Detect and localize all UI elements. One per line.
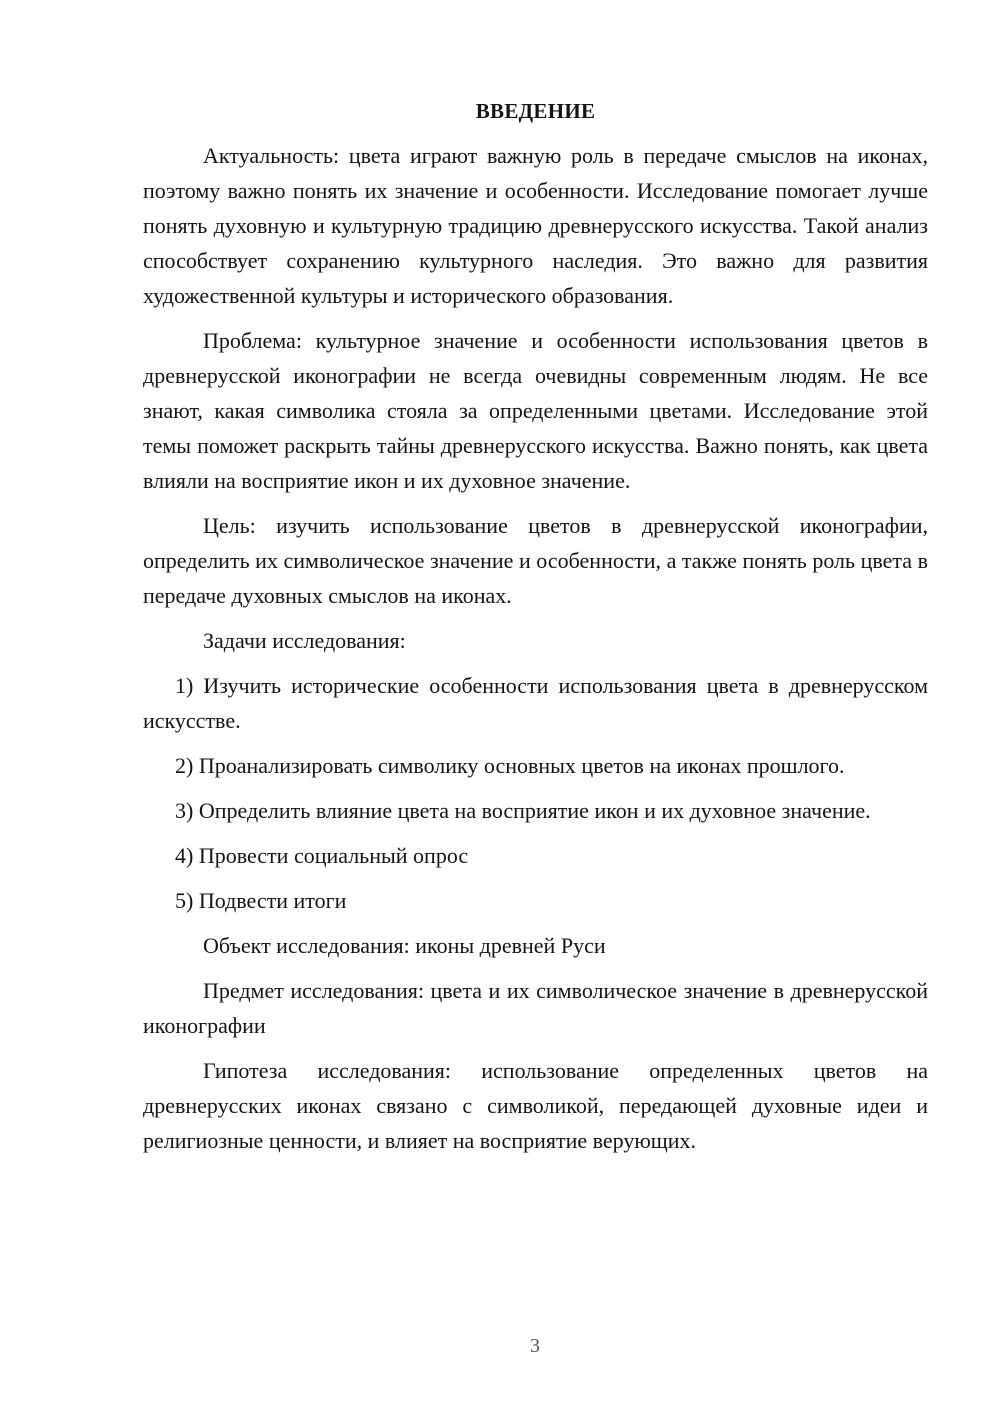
task-item-3: 3) Определить влияние цвета на восприятие икон и их духовное значение.	[175, 798, 871, 823]
document-body	[143, 96, 928, 1168]
task-item-5: 5) Подвести итоги	[175, 888, 347, 913]
tasks-heading: Задачи исследования:	[203, 628, 406, 653]
task-item-4: 4) Провести социальный опрос	[175, 843, 469, 868]
task-item-1: 1) Изучить исторические особенности использования цвета в древнерусском искусстве.	[143, 673, 928, 733]
subject-paragraph: Предмет исследования: цвета и их символическое значение в древнерусской иконографии	[143, 978, 928, 1038]
problem-paragraph: Проблема: культурное значение и особенности использования цветов в древнерусской иконографии не всегда очевидны современным людям. Не все знают, какая символика стояла за определенными цветами. Исследование этой темы поможет раскрыть тайны древнерусского искусства. Важно понять, как цвета влияли на восприятие икон и их духовное значение.	[143, 328, 928, 493]
relevance-paragraph: Актуальность: цвета играют важную роль в передаче смыслов на иконах, поэтому важно понять их значение и особенности. Исследование помогает лучше понять духовную и культурную традицию древнерусского искусства. Такой анализ способствует сохранению культурного наследия. Это важно для развития художественной культуры и исторического образования.	[143, 143, 928, 308]
goal-paragraph: Цель: изучить использование цветов в древнерусской иконографии, определить их символическое значение и особенности, а также понять роль цвета в передаче духовных смыслов на иконах.	[143, 513, 928, 608]
hypothesis-paragraph: Гипотеза исследования: использование определенных цветов на древнерусских иконах связано с символикой, передающей духовные идеи и религиозные ценности, и влияет на восприятие верующих.	[143, 1058, 928, 1153]
page-number: 3	[530, 1335, 540, 1357]
task-item-2: 2) Проанализировать символику основных цветов на иконах прошлого.	[175, 753, 845, 778]
section-title: ВВЕДЕНИЕ	[475, 99, 596, 123]
object-paragraph: Объект исследования: иконы древней Руси	[203, 933, 606, 958]
